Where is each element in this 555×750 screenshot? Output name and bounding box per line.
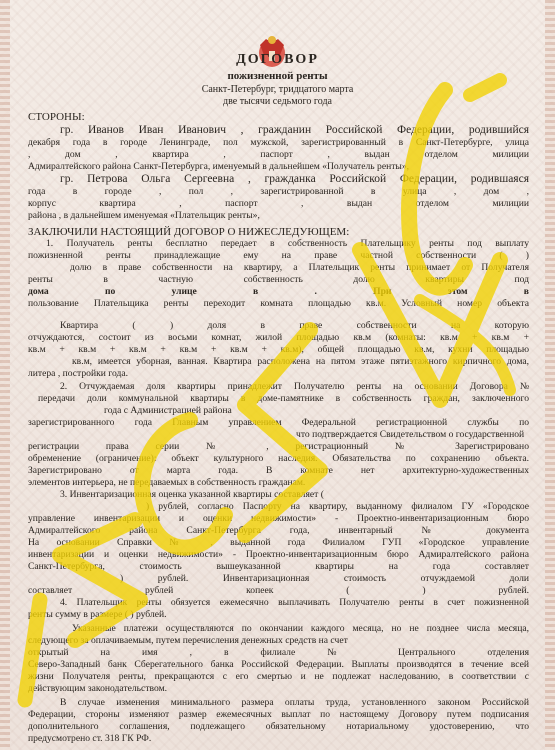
text-line: дополнительного соглашения, подлежащего обязательному нотариальному удостоверению, что (28, 721, 529, 732)
text-line: пользование Плательщика ренты переходит комната площадью кв.м. Условный номер объекта (28, 298, 529, 309)
text-line: регистрации права серии № , регистрационный № Зарегистрировано (28, 441, 529, 452)
text-line: 4. Плательщик ренты обязуется ежемесячно выплачивать Получателю ренты в счет пожизненной (60, 597, 529, 608)
text-line: обременение (ограничение): объект культурного наследия. Обязательства по сохранению объекта. (28, 453, 529, 464)
text-line: кв.м, имеется уборная, ванная. Квартира расположена на пятом этаже пятиэтажного кирпичного дома, (72, 356, 529, 367)
text-line: гр. Иванов Иван Иванович , гражданин Российской Федерации, родившийся (60, 124, 529, 136)
text-line: Адмиралтейского района Санкт-Петербурга, именуемый в дальнейшем «Получатель ренты», (28, 161, 410, 172)
text-line: Зарегистрировано от марта года. В комнате нет архитектурно-художественных (28, 465, 529, 476)
text-line: кв.м + кв.м + кв.м + кв.м + кв.м + кв.м), общей площадью кв.м, кухни площадью (28, 344, 529, 355)
text-line: года с Администрацией района (104, 405, 232, 416)
text-line: открытый на имя , в филиале № Центрального отделения (28, 647, 529, 658)
text-line: , дом , квартира , паспорт , выдан отделом милиции (28, 149, 529, 160)
text-line: В случае изменения минимального размера оплаты труда, установленного законом Российской (60, 697, 529, 708)
text-line: действующим законодательством. (28, 683, 168, 694)
text-line: района , в дальнейшем именуемая «Плательщик ренты», (28, 210, 260, 221)
text-line: Квартира ( ) доля в праве собственности на которую (60, 320, 529, 331)
text-line: ) рублей. Инвентаризационная стоимость отчуждаемой доли (120, 573, 529, 584)
text-line: Северо-Западный банк Сберегательного банка Российской Федерации. Выплаты производятся в течение всей (28, 659, 529, 670)
page-border-right (545, 0, 555, 750)
text-line: 3. Инвентаризационная оценка указанной квартиры составляет ( (60, 489, 324, 500)
text-line: жизни Получателя ренты, прекращаются с его смертью и не подлежат наследованию, в соответствии с (28, 671, 529, 682)
text-line: На основании Справки № , выданной года Филиалом ГУП «Городское управление (28, 537, 529, 548)
text-line: отчуждаются, состоит из восьми комнат, жилой площадью кв.м (комнаты: кв.м + кв.м + (28, 332, 529, 343)
text-line: 1. Получатель ренты бесплатно передает в собственность Плательщику ренты под выплату (46, 238, 529, 249)
text-line: дома по улице в . При этом в (28, 286, 529, 297)
text-line: гр. Петрова Ольга Сергеевна , гражданка Российской Федерации, родившаяся (60, 173, 529, 185)
text-line: зарегистрированного года Главным управлением Федеральной регистрационной службы по (28, 417, 529, 428)
year-line: две тысячи седьмого года (223, 96, 332, 107)
text-line: года в городе , пол , зарегистрированной в улица , дом , (28, 186, 529, 197)
document-subtitle: пожизненной ренты (227, 70, 328, 82)
text-line: пожизненной ренты принадлежащие ему на праве частной собственности ( ) (28, 250, 529, 261)
page-border-left (0, 0, 10, 750)
text-line: ) рублей, согласно Паспорту на квартиру, выданному филиалом ГУ «Городское (146, 501, 529, 512)
text-line: передачи доли коммунальной квартиры в доме-памятнике в собственность граждан, заключенного (38, 393, 529, 404)
text-line: инвентаризации и оценки недвижимости» - Проектно-инвентаризационным бюро Адмиралтейского района (28, 549, 529, 560)
text-line: ренты сумму в размере ( ) рублей. (28, 609, 167, 620)
text-line: элементов интерьера, не передаваемых в собственность гражданам. (28, 477, 306, 488)
text-line: Адмиралтейского района Санкт-Петербурга года, инвентарный № документа (28, 525, 529, 536)
text-line: долю в праве собственности на квартиру, а Плательщик ренты принимает от Получателя (70, 262, 529, 273)
text-line: ренты в частную собственность долю квартиры под (28, 274, 529, 285)
text-line: СТОРОНЫ: (28, 111, 85, 123)
text-line: Указанные платежи осуществляются по окончании каждого месяца, но не позднее числа месяца, (72, 623, 529, 634)
text-line: составляет рублей копеек ( ) рублей. (28, 585, 529, 596)
text-line: Санкт-Петербурга, стоимость вышеуказанной квартиры на года составляет (28, 561, 529, 572)
text-line: литера , постройки года. (28, 368, 129, 379)
text-line: что подтверждается Свидетельством о государственной (296, 429, 525, 440)
text-line: 2. Отчуждаемая доля квартиры принадлежит Получателю ренты на основании Договора № (60, 381, 529, 392)
document-title: ДОГОВОР (236, 52, 319, 67)
text-line: управление инвентаризации и оценки недвижимости» - Проектно-инвентаризационным бюро (28, 513, 529, 524)
text-line: декабря года в городе Ленинграде, пол мужской, зарегистрированный в Санкт-Петербурге, улица (28, 137, 529, 148)
text-line: Федерации, стороны изменяют размер ежемесячных выплат по настоящему Договору путем подписания (28, 709, 529, 720)
text-line: корпус квартира , паспорт , выдан отделом милиции (28, 198, 529, 209)
text-line: предусмотрено ст. 318 ГК РФ. (28, 733, 152, 744)
section-heading: ЗАКЛЮЧИЛИ НАСТОЯЩИЙ ДОГОВОР О НИЖЕСЛЕДУЮЩЕМ: (28, 226, 350, 238)
place-date: Санкт-Петербург, тридцатого марта (201, 84, 354, 95)
text-line: следующего за оплачиваемым, путем перечисления денежных средств на счет (28, 635, 348, 646)
